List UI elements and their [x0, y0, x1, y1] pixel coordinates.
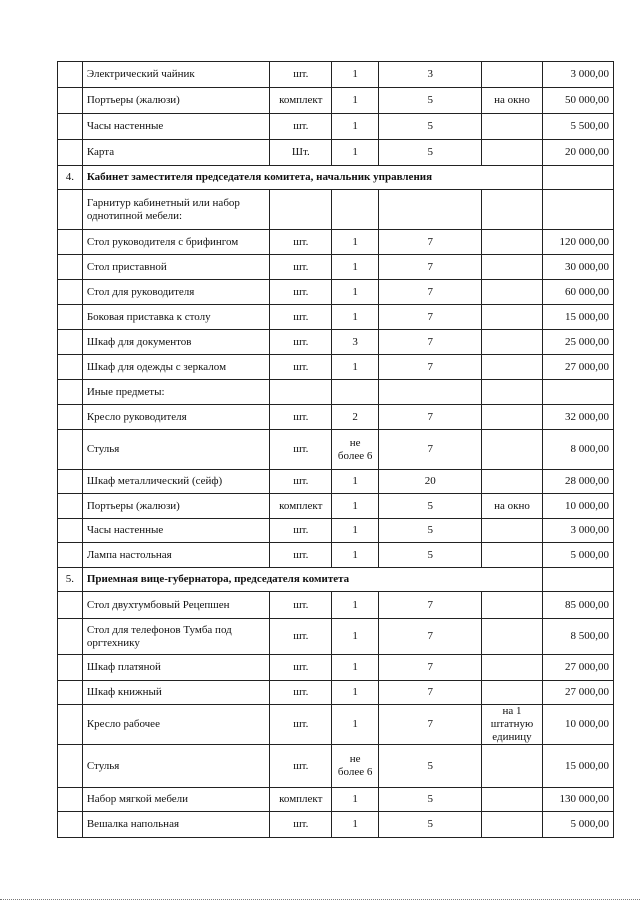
quantity-cell: 1 — [332, 280, 379, 305]
table-row — [58, 62, 614, 88]
service-life-cell — [378, 380, 482, 405]
number-cell — [58, 280, 83, 305]
note-cell — [482, 305, 542, 330]
price-cell — [542, 380, 614, 405]
note-cell: на окно — [482, 88, 542, 114]
number-cell — [58, 812, 83, 838]
number-cell — [58, 592, 83, 619]
item-name: Боковая приставка к столу — [82, 305, 269, 330]
furniture-norms-table — [57, 61, 614, 838]
section-title: Кабинет заместителя председателя комитета, начальник управления — [82, 166, 542, 190]
number-cell — [58, 255, 83, 280]
service-life-cell: 5 — [378, 88, 482, 114]
quantity-cell: 1 — [332, 140, 379, 166]
service-life-cell: 7 — [378, 405, 482, 430]
item-name: Лампа настольная — [82, 543, 269, 568]
note-cell — [482, 230, 542, 255]
table-row — [58, 190, 614, 230]
unit-cell: шт. — [270, 519, 332, 543]
unit-cell: шт. — [270, 470, 332, 494]
price-cell: 5 000,00 — [542, 812, 614, 838]
unit-cell: шт. — [270, 745, 332, 788]
price-cell: 10 000,00 — [542, 705, 614, 745]
table-row — [58, 140, 614, 166]
quantity-cell: 1 — [332, 519, 379, 543]
quantity-cell: 1 — [332, 88, 379, 114]
table-row — [58, 305, 614, 330]
service-life-cell: 5 — [378, 788, 482, 812]
number-cell — [58, 140, 83, 166]
service-life-cell: 7 — [378, 305, 482, 330]
note-cell — [482, 745, 542, 788]
unit-cell: комплект — [270, 788, 332, 812]
unit-cell: шт. — [270, 812, 332, 838]
price-cell: 50 000,00 — [542, 88, 614, 114]
note-cell — [482, 190, 542, 230]
note-cell — [482, 470, 542, 494]
note-cell — [482, 114, 542, 140]
service-life-cell: 7 — [378, 430, 482, 470]
quantity-cell: 1 — [332, 681, 379, 705]
quantity-cell: 1 — [332, 255, 379, 280]
note-cell: на окно — [482, 494, 542, 519]
note-cell — [482, 405, 542, 430]
unit-cell: шт. — [270, 305, 332, 330]
item-name: Стол для руководителя — [82, 280, 269, 305]
service-life-cell: 5 — [378, 494, 482, 519]
item-name: Портьеры (жалюзи) — [82, 88, 269, 114]
price-cell: 27 000,00 — [542, 355, 614, 380]
table-row — [58, 812, 614, 838]
price-cell: 5 000,00 — [542, 543, 614, 568]
service-life-cell: 5 — [378, 812, 482, 838]
unit-cell: шт. — [270, 255, 332, 280]
unit-cell: комплект — [270, 88, 332, 114]
table-row — [58, 592, 614, 619]
table-row — [58, 280, 614, 305]
section-row — [58, 166, 614, 190]
price-cell: 3 000,00 — [542, 519, 614, 543]
quantity-cell: 1 — [332, 812, 379, 838]
number-cell — [58, 543, 83, 568]
empty-cell — [542, 568, 614, 592]
note-cell — [482, 519, 542, 543]
quantity-cell: 3 — [332, 330, 379, 355]
item-name: Стол приставной — [82, 255, 269, 280]
quantity-cell: 1 — [332, 355, 379, 380]
quantity-cell: 1 — [332, 543, 379, 568]
section-row — [58, 568, 614, 592]
item-name: Шкаф платяной — [82, 655, 269, 681]
number-cell — [58, 114, 83, 140]
number-cell — [58, 745, 83, 788]
number-cell — [58, 681, 83, 705]
note-cell — [482, 619, 542, 655]
item-name: Кресло рабочее — [82, 705, 269, 745]
price-cell: 25 000,00 — [542, 330, 614, 355]
service-life-cell: 5 — [378, 519, 482, 543]
item-name: Шкаф книжный — [82, 681, 269, 705]
note-cell — [482, 543, 542, 568]
scan-edge-rule — [0, 899, 640, 900]
price-cell: 27 000,00 — [542, 655, 614, 681]
price-cell: 32 000,00 — [542, 405, 614, 430]
note-cell — [482, 255, 542, 280]
price-cell: 85 000,00 — [542, 592, 614, 619]
service-life-cell: 7 — [378, 655, 482, 681]
service-life-cell: 3 — [378, 62, 482, 88]
unit-cell — [270, 380, 332, 405]
number-cell — [58, 788, 83, 812]
note-cell — [482, 681, 542, 705]
table-row — [58, 543, 614, 568]
quantity-cell: 2 — [332, 405, 379, 430]
unit-cell: шт. — [270, 655, 332, 681]
service-life-cell — [378, 190, 482, 230]
section-title: Приемная вице-губернатора, председателя комитета — [82, 568, 542, 592]
service-life-cell: 7 — [378, 592, 482, 619]
quantity-cell: 1 — [332, 62, 379, 88]
number-cell — [58, 494, 83, 519]
table-row — [58, 655, 614, 681]
quantity-cell: 1 — [332, 705, 379, 745]
note-cell — [482, 140, 542, 166]
number-cell — [58, 430, 83, 470]
number-cell — [58, 330, 83, 355]
item-name: Стулья — [82, 430, 269, 470]
unit-cell — [270, 190, 332, 230]
quantity-cell: не более 6 — [332, 745, 379, 788]
unit-cell: шт. — [270, 355, 332, 380]
number-cell — [58, 380, 83, 405]
quantity-cell: 1 — [332, 655, 379, 681]
item-name: Часы настенные — [82, 519, 269, 543]
item-name: Шкаф для одежды с зеркалом — [82, 355, 269, 380]
table-row — [58, 519, 614, 543]
service-life-cell: 5 — [378, 140, 482, 166]
unit-cell: шт. — [270, 330, 332, 355]
unit-cell: шт. — [270, 280, 332, 305]
number-cell — [58, 62, 83, 88]
table-row — [58, 230, 614, 255]
price-cell: 3 000,00 — [542, 62, 614, 88]
number-cell — [58, 519, 83, 543]
item-name: Стол для телефонов Тумба под оргтехнику — [82, 619, 269, 655]
item-name: Кресло руководителя — [82, 405, 269, 430]
unit-cell: шт. — [270, 430, 332, 470]
unit-cell: комплект — [270, 494, 332, 519]
price-cell: 30 000,00 — [542, 255, 614, 280]
note-cell — [482, 355, 542, 380]
number-cell — [58, 705, 83, 745]
service-life-cell: 20 — [378, 470, 482, 494]
number-cell — [58, 190, 83, 230]
quantity-cell: 1 — [332, 305, 379, 330]
item-name: Электрический чайник — [82, 62, 269, 88]
number-cell — [58, 305, 83, 330]
number-cell — [58, 355, 83, 380]
table-body — [58, 62, 614, 838]
unit-cell: шт. — [270, 543, 332, 568]
table-row — [58, 788, 614, 812]
item-name: Стол руководителя с брифингом — [82, 230, 269, 255]
service-life-cell: 7 — [378, 255, 482, 280]
unit-cell: шт. — [270, 230, 332, 255]
price-cell: 15 000,00 — [542, 305, 614, 330]
price-cell: 8 000,00 — [542, 430, 614, 470]
number-cell — [58, 655, 83, 681]
quantity-cell — [332, 190, 379, 230]
item-name: Гарнитур кабинетный или набор однотипной мебели: — [82, 190, 269, 230]
item-name: Стулья — [82, 745, 269, 788]
item-name: Часы настенные — [82, 114, 269, 140]
unit-cell: шт. — [270, 62, 332, 88]
price-cell: 27 000,00 — [542, 681, 614, 705]
quantity-cell — [332, 380, 379, 405]
number-cell — [58, 230, 83, 255]
table-row — [58, 114, 614, 140]
item-name: Шкаф металлический (сейф) — [82, 470, 269, 494]
quantity-cell: не более 6 — [332, 430, 379, 470]
table-row — [58, 470, 614, 494]
price-cell: 60 000,00 — [542, 280, 614, 305]
unit-cell: шт. — [270, 114, 332, 140]
section-number: 4. — [58, 166, 83, 190]
price-cell: 130 000,00 — [542, 788, 614, 812]
quantity-cell: 1 — [332, 114, 379, 140]
price-cell: 8 500,00 — [542, 619, 614, 655]
table-row — [58, 619, 614, 655]
service-life-cell: 5 — [378, 114, 482, 140]
item-name: Стол двухтумбовый Рецепшен — [82, 592, 269, 619]
note-cell — [482, 788, 542, 812]
service-life-cell: 7 — [378, 681, 482, 705]
unit-cell: шт. — [270, 405, 332, 430]
service-life-cell: 5 — [378, 745, 482, 788]
price-cell: 28 000,00 — [542, 470, 614, 494]
table-row — [58, 745, 614, 788]
quantity-cell: 1 — [332, 470, 379, 494]
unit-cell: Шт. — [270, 140, 332, 166]
price-cell: 5 500,00 — [542, 114, 614, 140]
item-name: Вешалка напольная — [82, 812, 269, 838]
item-name: Иные предметы: — [82, 380, 269, 405]
unit-cell: шт. — [270, 619, 332, 655]
item-name: Набор мягкой мебели — [82, 788, 269, 812]
service-life-cell: 7 — [378, 619, 482, 655]
note-cell — [482, 330, 542, 355]
note-cell — [482, 62, 542, 88]
price-cell: 20 000,00 — [542, 140, 614, 166]
table-row — [58, 88, 614, 114]
table-row — [58, 681, 614, 705]
service-life-cell: 7 — [378, 230, 482, 255]
quantity-cell: 1 — [332, 230, 379, 255]
price-cell — [542, 190, 614, 230]
service-life-cell: 7 — [378, 355, 482, 380]
table-row — [58, 705, 614, 745]
quantity-cell: 1 — [332, 788, 379, 812]
note-cell — [482, 280, 542, 305]
table-row — [58, 380, 614, 405]
number-cell — [58, 88, 83, 114]
item-name: Карта — [82, 140, 269, 166]
empty-cell — [542, 166, 614, 190]
price-cell: 120 000,00 — [542, 230, 614, 255]
table-row — [58, 405, 614, 430]
note-cell — [482, 380, 542, 405]
service-life-cell: 7 — [378, 705, 482, 745]
number-cell — [58, 619, 83, 655]
table-row — [58, 355, 614, 380]
unit-cell: шт. — [270, 681, 332, 705]
service-life-cell: 5 — [378, 543, 482, 568]
unit-cell: шт. — [270, 705, 332, 745]
quantity-cell: 1 — [332, 592, 379, 619]
price-cell: 10 000,00 — [542, 494, 614, 519]
unit-cell: шт. — [270, 592, 332, 619]
table-row — [58, 430, 614, 470]
number-cell — [58, 405, 83, 430]
quantity-cell: 1 — [332, 619, 379, 655]
note-cell — [482, 655, 542, 681]
section-number: 5. — [58, 568, 83, 592]
quantity-cell: 1 — [332, 494, 379, 519]
service-life-cell: 7 — [378, 330, 482, 355]
note-cell: на 1 штатную единицу — [482, 705, 542, 745]
note-cell — [482, 812, 542, 838]
note-cell — [482, 592, 542, 619]
note-cell — [482, 430, 542, 470]
number-cell — [58, 470, 83, 494]
item-name: Шкаф для документов — [82, 330, 269, 355]
table-row — [58, 255, 614, 280]
service-life-cell: 7 — [378, 280, 482, 305]
item-name: Портьеры (жалюзи) — [82, 494, 269, 519]
table-row — [58, 330, 614, 355]
price-cell: 15 000,00 — [542, 745, 614, 788]
table-row — [58, 494, 614, 519]
